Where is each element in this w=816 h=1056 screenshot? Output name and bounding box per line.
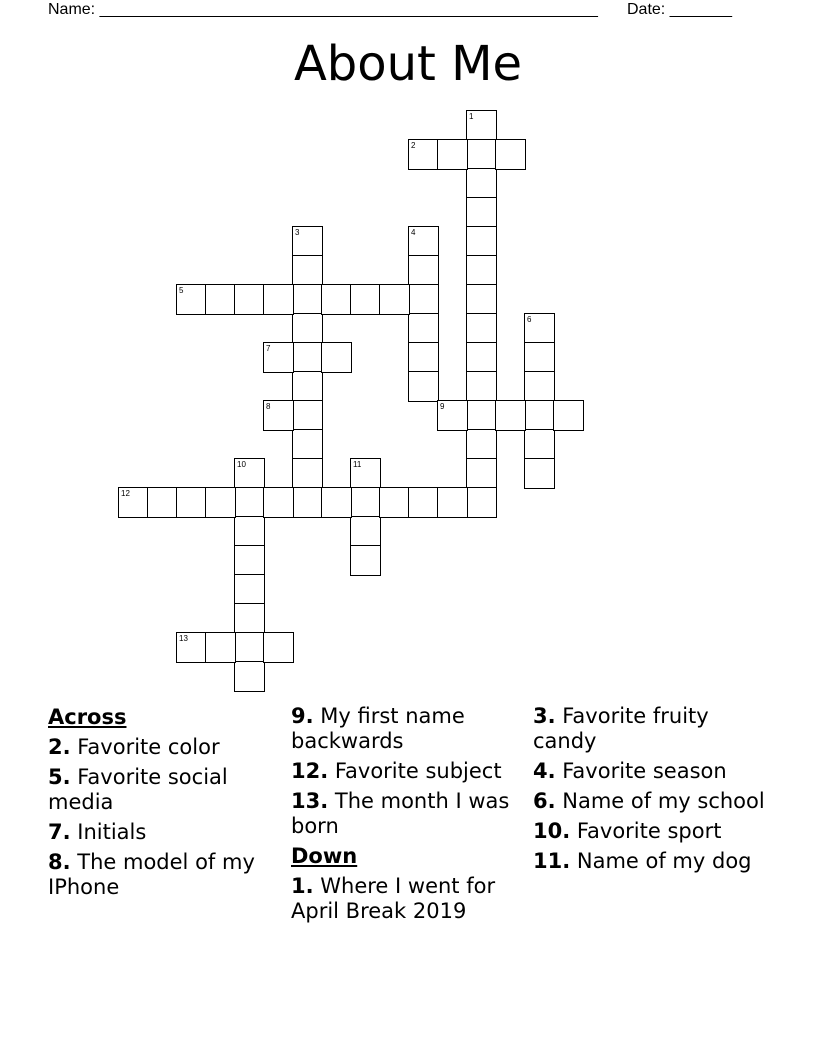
crossword-cell[interactable] — [524, 342, 555, 373]
crossword-cell[interactable] — [466, 458, 497, 489]
clue-number: 13. — [291, 789, 329, 813]
clue-item — [291, 704, 527, 754]
clue-text: Initials — [70, 820, 147, 844]
crossword-cell[interactable] — [553, 400, 584, 431]
crossword-cell[interactable] — [379, 284, 410, 315]
cell-number: 5 — [179, 286, 184, 295]
clue-item — [291, 759, 527, 784]
crossword-cell[interactable] — [350, 487, 381, 518]
crossword-cell[interactable] — [234, 603, 265, 634]
clues-column-2 — [291, 704, 527, 929]
cell-number: 4 — [411, 228, 416, 237]
col3-clue-list — [533, 704, 769, 874]
crossword-cell[interactable] — [524, 371, 555, 402]
crossword-cell[interactable] — [321, 284, 352, 315]
crossword-cell[interactable] — [205, 487, 236, 518]
crossword-cell[interactable] — [437, 487, 468, 518]
clue-item — [291, 874, 527, 924]
crossword-cell[interactable] — [437, 400, 468, 431]
clue-item — [48, 820, 284, 845]
crossword-cell[interactable] — [205, 632, 236, 663]
crossword-cell[interactable] — [263, 487, 294, 518]
crossword-cell[interactable] — [408, 284, 439, 315]
crossword-cell[interactable] — [495, 139, 526, 170]
clue-number: 7. — [48, 820, 71, 844]
crossword-cell[interactable] — [524, 429, 555, 460]
crossword-cell[interactable] — [234, 574, 265, 605]
crossword-cell[interactable] — [292, 429, 323, 460]
crossword-cell[interactable] — [176, 487, 207, 518]
crossword-cell[interactable] — [292, 371, 323, 402]
crossword-cell[interactable] — [466, 371, 497, 402]
crossword-cell[interactable] — [263, 400, 294, 431]
clue-number: 3. — [533, 704, 556, 728]
clue-number: 5. — [48, 765, 71, 789]
cell-number: 9 — [440, 402, 445, 411]
crossword-cell[interactable] — [466, 139, 497, 170]
cell-number: 2 — [411, 141, 416, 150]
crossword-cell[interactable] — [524, 458, 555, 489]
crossword-cell[interactable] — [408, 226, 439, 257]
crossword-cell[interactable] — [292, 400, 323, 431]
crossword-cell[interactable] — [118, 487, 149, 518]
cell-number: 6 — [527, 315, 532, 324]
clue-item — [48, 850, 284, 900]
crossword-cell[interactable] — [408, 313, 439, 344]
down-heading: Down — [291, 844, 358, 868]
clue-text: Favorite season — [555, 759, 727, 783]
clue-number: 8. — [48, 850, 71, 874]
crossword-cell[interactable] — [350, 458, 381, 489]
crossword-cell[interactable] — [495, 400, 526, 431]
crossword-cell[interactable] — [234, 632, 265, 663]
crossword-cell[interactable] — [408, 487, 439, 518]
clue-number: 6. — [533, 789, 556, 813]
clue-text: Favorite subject — [328, 759, 502, 783]
clue-item — [533, 704, 769, 754]
crossword-cell[interactable] — [234, 661, 265, 692]
crossword-cell[interactable] — [408, 255, 439, 286]
clue-text: Name of my dog — [570, 849, 752, 873]
name-line: Name: ________________________________________________________ — [48, 1, 598, 18]
clue-item — [291, 789, 527, 839]
crossword-cell[interactable] — [466, 168, 497, 199]
crossword-cell[interactable] — [466, 313, 497, 344]
crossword-cell[interactable] — [263, 342, 294, 373]
clue-item — [533, 849, 769, 874]
date-line: Date: _______ — [627, 1, 732, 18]
clue-text: Favorite sport — [570, 819, 722, 843]
clue-number: 1. — [291, 874, 314, 898]
crossword-cell[interactable] — [466, 487, 497, 518]
crossword-cell[interactable] — [466, 429, 497, 460]
crossword-cell[interactable] — [176, 284, 207, 315]
crossword-cell[interactable] — [205, 284, 236, 315]
clue-number: 2. — [48, 735, 71, 759]
crossword-cell[interactable] — [350, 516, 381, 547]
clue-number: 12. — [291, 759, 329, 783]
crossword-cell[interactable] — [466, 110, 497, 141]
cell-number: 13 — [179, 634, 188, 643]
crossword-cell[interactable] — [292, 342, 323, 373]
crossword-cell[interactable] — [292, 458, 323, 489]
cell-number: 3 — [295, 228, 300, 237]
clues-column-3 — [533, 704, 769, 879]
crossword-cell[interactable] — [350, 545, 381, 576]
across-heading: Across — [48, 705, 127, 729]
clue-number: 4. — [533, 759, 556, 783]
crossword-cell[interactable] — [234, 545, 265, 576]
clue-text: Favorite color — [70, 735, 220, 759]
crossword-cell[interactable] — [437, 139, 468, 170]
crossword-cell[interactable] — [292, 255, 323, 286]
col1-clue-list — [48, 735, 284, 900]
cell-number: 7 — [266, 344, 271, 353]
crossword-cell[interactable] — [466, 400, 497, 431]
col2-across-clue-list — [291, 704, 527, 839]
crossword-cell[interactable] — [292, 226, 323, 257]
page-title: About Me — [293, 36, 523, 92]
crossword-cell[interactable] — [263, 284, 294, 315]
clue-item — [533, 789, 769, 814]
clue-text: Where I went for April Break 2019 — [291, 874, 496, 923]
cell-number: 12 — [121, 489, 130, 498]
crossword-cell[interactable] — [466, 284, 497, 315]
crossword-cell[interactable] — [292, 313, 323, 344]
crossword-cell[interactable] — [292, 487, 323, 518]
crossword-cell[interactable] — [321, 487, 352, 518]
crossword-cell[interactable] — [466, 255, 497, 286]
clue-item — [533, 819, 769, 844]
crossword-cell[interactable] — [292, 284, 323, 315]
crossword-cell[interactable] — [524, 313, 555, 344]
crossword-cell[interactable] — [234, 487, 265, 518]
col2-down-clue-list — [291, 874, 527, 924]
clue-item — [533, 759, 769, 784]
cell-number: 8 — [266, 402, 271, 411]
clue-item — [48, 735, 284, 760]
crossword-cell[interactable] — [234, 458, 265, 489]
clue-text: Name of my school — [555, 789, 765, 813]
crossword-cell[interactable] — [408, 371, 439, 402]
cell-number: 11 — [353, 460, 362, 469]
clue-text: Favorite fruity candy — [533, 704, 709, 753]
crossword-cell[interactable] — [408, 342, 439, 373]
crossword-cell[interactable] — [466, 197, 497, 228]
crossword-cell[interactable] — [147, 487, 178, 518]
clue-item — [48, 765, 284, 815]
clue-text: Favorite social media — [48, 765, 228, 814]
clue-number: 10. — [533, 819, 571, 843]
crossword-cell[interactable] — [524, 400, 555, 431]
crossword-cell[interactable] — [321, 342, 352, 373]
crossword-cell[interactable] — [234, 516, 265, 547]
cell-number: 1 — [469, 112, 474, 121]
crossword-cell[interactable] — [263, 632, 294, 663]
crossword-cell[interactable] — [466, 226, 497, 257]
crossword-cell[interactable] — [350, 284, 381, 315]
crossword-cell[interactable] — [379, 487, 410, 518]
clues-column-1 — [48, 704, 284, 905]
crossword-cell[interactable] — [466, 342, 497, 373]
crossword-cell[interactable] — [408, 139, 439, 170]
clue-text: The model of my IPhone — [48, 850, 255, 899]
clue-number: 9. — [291, 704, 314, 728]
clue-text: The month I was born — [291, 789, 510, 838]
clue-number: 11. — [533, 849, 571, 873]
crossword-cell[interactable] — [234, 284, 265, 315]
cell-number: 10 — [237, 460, 246, 469]
clue-text: My first name backwards — [291, 704, 465, 753]
crossword-cell[interactable] — [176, 632, 207, 663]
